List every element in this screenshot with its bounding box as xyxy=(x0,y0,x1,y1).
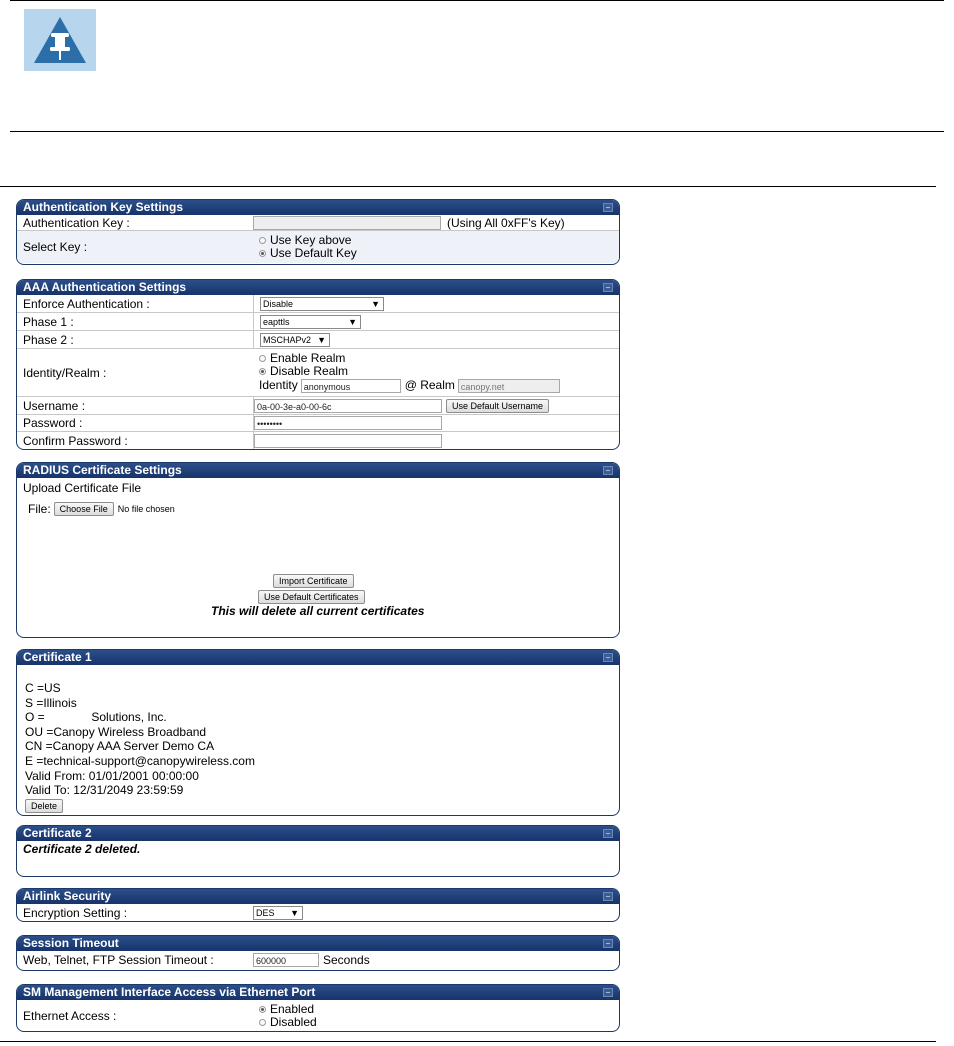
disable-realm-radio[interactable] xyxy=(259,365,348,378)
select-value: MSCHAPv2 xyxy=(263,334,312,345)
panel-title: Certificate 1 xyxy=(23,650,92,664)
session-timeout-panel xyxy=(16,935,620,971)
radius-cert-panel xyxy=(16,462,620,638)
auth-key-input[interactable] xyxy=(253,216,441,230)
use-default-username-button[interactable]: Use Default Username xyxy=(446,399,549,413)
cert-line: E =technical-support@canopywireless.com xyxy=(25,753,255,768)
identity-realm-label: Identity/Realm : xyxy=(23,365,107,380)
minimize-icon[interactable] xyxy=(603,466,613,475)
radio-icon xyxy=(259,237,266,244)
password-row xyxy=(17,415,619,432)
chevron-down-icon: ▼ xyxy=(317,334,326,345)
identity-realm-row xyxy=(17,349,619,397)
select-key-row xyxy=(17,231,619,263)
ethernet-enabled-radio[interactable] xyxy=(259,1003,314,1016)
panel-header xyxy=(17,889,619,904)
delete-certificate-button[interactable]: Delete xyxy=(25,799,63,813)
minimize-icon[interactable] xyxy=(603,829,613,838)
username-input[interactable]: 0a-00-3e-a0-00-6c xyxy=(254,399,442,413)
confirm-password-row xyxy=(17,432,619,449)
radio-label: Enabled xyxy=(270,1001,315,1016)
radio-label: Disable Realm xyxy=(270,364,349,378)
upload-label: Upload Certificate File xyxy=(23,481,142,495)
chevron-down-icon: ▼ xyxy=(371,298,380,309)
cert-line: OU =Canopy Wireless Broadband xyxy=(25,724,207,739)
phase2-row xyxy=(17,331,619,349)
import-certificate-button[interactable]: Import Certificate xyxy=(273,574,354,588)
certificate-2-panel xyxy=(16,825,620,877)
minimize-icon[interactable] xyxy=(603,988,613,997)
phase1-label: Phase 1 : xyxy=(23,314,74,329)
cert-line: S =Illinois xyxy=(25,695,77,710)
identity-label: Identity xyxy=(259,378,298,392)
file-label: File: xyxy=(28,502,51,516)
panel-header xyxy=(17,936,619,951)
enforce-value xyxy=(253,295,619,312)
panel-title: Airlink Security xyxy=(23,889,112,903)
encryption-label: Encryption Setting : xyxy=(23,905,128,920)
certificate-1-details xyxy=(17,665,619,813)
auth-key-label: Authentication Key : xyxy=(23,215,130,230)
confirm-password-input[interactable] xyxy=(254,434,442,448)
session-timeout-input[interactable]: 600000 xyxy=(253,953,319,967)
warning-text: This will delete all current certificates xyxy=(211,604,425,618)
panel-header xyxy=(17,280,619,295)
auth-key-row xyxy=(17,215,619,231)
radio-label: Use Default Key xyxy=(270,246,357,260)
minimize-icon[interactable] xyxy=(603,892,613,901)
confirm-password-label: Confirm Password : xyxy=(23,433,128,448)
session-timeout-row xyxy=(17,951,619,968)
radio-icon xyxy=(259,355,266,362)
certificate-1-panel xyxy=(16,649,620,816)
figure-rule-bottom xyxy=(0,1041,936,1042)
panel-title: Session Timeout xyxy=(23,936,119,950)
panel-header xyxy=(17,985,619,1000)
panel-title: SM Management Interface Access via Ethernet Port xyxy=(23,985,316,999)
encryption-select[interactable] xyxy=(253,906,303,920)
cert-line: Valid From: 01/01/2001 00:00:00 xyxy=(25,768,199,783)
password-label: Password : xyxy=(23,416,83,430)
select-key-label: Select Key : xyxy=(23,240,88,254)
confirm-password-value xyxy=(253,432,619,449)
panel-header xyxy=(17,650,619,665)
session-timeout-label: Web, Telnet, FTP Session Timeout : xyxy=(23,952,214,967)
select-value: eapttls xyxy=(263,316,290,327)
realm-input[interactable]: canopy.net xyxy=(458,379,560,393)
password-input[interactable]: •••••••• xyxy=(254,416,442,430)
ethernet-access-label: Ethernet Access : xyxy=(23,1008,117,1023)
minimize-icon[interactable] xyxy=(603,653,613,662)
identity-line xyxy=(259,378,560,393)
session-timeout-value xyxy=(253,951,619,968)
chevron-down-icon: ▼ xyxy=(348,316,357,327)
phase1-select[interactable] xyxy=(260,315,361,329)
panel-header xyxy=(17,826,619,841)
enforce-select[interactable] xyxy=(260,297,384,311)
radius-body xyxy=(17,478,619,638)
radio-selected-icon xyxy=(259,250,266,257)
top-rule xyxy=(10,0,944,1)
password-value xyxy=(253,415,619,431)
identity-input[interactable]: anonymous xyxy=(301,379,401,393)
cert-line: CN =Canopy AAA Server Demo CA xyxy=(25,739,215,754)
select-key-options xyxy=(253,231,619,263)
select-value: Disable xyxy=(263,298,294,309)
choose-file-button[interactable]: Choose File xyxy=(54,502,114,516)
ethernet-access-row xyxy=(17,1000,619,1031)
panel-title: AAA Authentication Settings xyxy=(23,280,187,294)
use-default-certificates-button[interactable]: Use Default Certificates xyxy=(258,590,365,604)
use-default-key-radio[interactable] xyxy=(259,247,357,260)
username-row xyxy=(17,397,619,415)
session-timeout-unit: Seconds xyxy=(323,952,370,967)
radio-icon xyxy=(259,1019,266,1026)
phase2-select[interactable] xyxy=(260,333,330,347)
figure-rule-top xyxy=(0,186,936,187)
cert-line: O = Solutions, Inc. xyxy=(25,710,167,725)
radio-selected-icon xyxy=(259,368,266,375)
panel-header xyxy=(17,463,619,478)
encryption-value xyxy=(253,904,619,921)
cert-line: C =US xyxy=(25,681,61,695)
auth-key-panel xyxy=(16,199,620,265)
phase1-row xyxy=(17,313,619,331)
aaa-auth-panel xyxy=(16,279,620,450)
username-label: Username : xyxy=(23,398,86,413)
panel-title: RADIUS Certificate Settings xyxy=(23,463,182,477)
select-value: DES xyxy=(256,907,275,918)
file-row xyxy=(28,502,175,516)
panel-header xyxy=(17,200,619,215)
radio-label: Use Key above xyxy=(270,233,352,247)
no-file-text: No file chosen xyxy=(117,504,175,514)
auth-key-note: (Using All 0xFF's Key) xyxy=(447,215,565,230)
minimize-icon[interactable] xyxy=(603,283,613,292)
username-value xyxy=(253,397,619,414)
encryption-row xyxy=(17,904,619,921)
radio-label: Disabled xyxy=(270,1014,317,1029)
panel-title: Authentication Key Settings xyxy=(23,200,184,214)
phase1-value xyxy=(253,313,619,330)
ethernet-disabled-radio[interactable] xyxy=(259,1016,317,1029)
enforce-label: Enforce Authentication : xyxy=(23,296,150,311)
pushpin-icon xyxy=(24,9,96,71)
realm-label: @ Realm xyxy=(404,378,455,392)
ethernet-access-panel xyxy=(16,984,620,1032)
auth-key-value xyxy=(253,215,619,230)
identity-realm-value xyxy=(253,349,619,396)
panel-title: Certificate 2 xyxy=(23,826,92,840)
chevron-down-icon: ▼ xyxy=(290,907,299,918)
radio-selected-icon xyxy=(259,1006,266,1013)
radio-label: Enable Realm xyxy=(270,351,346,365)
certificate-2-message: Certificate 2 deleted. xyxy=(23,842,141,856)
airlink-security-panel xyxy=(16,888,620,922)
enforce-row xyxy=(17,295,619,313)
ethernet-access-options xyxy=(253,1000,619,1031)
minimize-icon[interactable] xyxy=(603,203,613,212)
phase2-value xyxy=(253,331,619,348)
note-rule xyxy=(10,131,944,132)
phase2-label: Phase 2 : xyxy=(23,332,74,347)
minimize-icon[interactable] xyxy=(603,939,613,948)
cert-line: Valid To: 12/31/2049 23:59:59 xyxy=(25,783,184,798)
